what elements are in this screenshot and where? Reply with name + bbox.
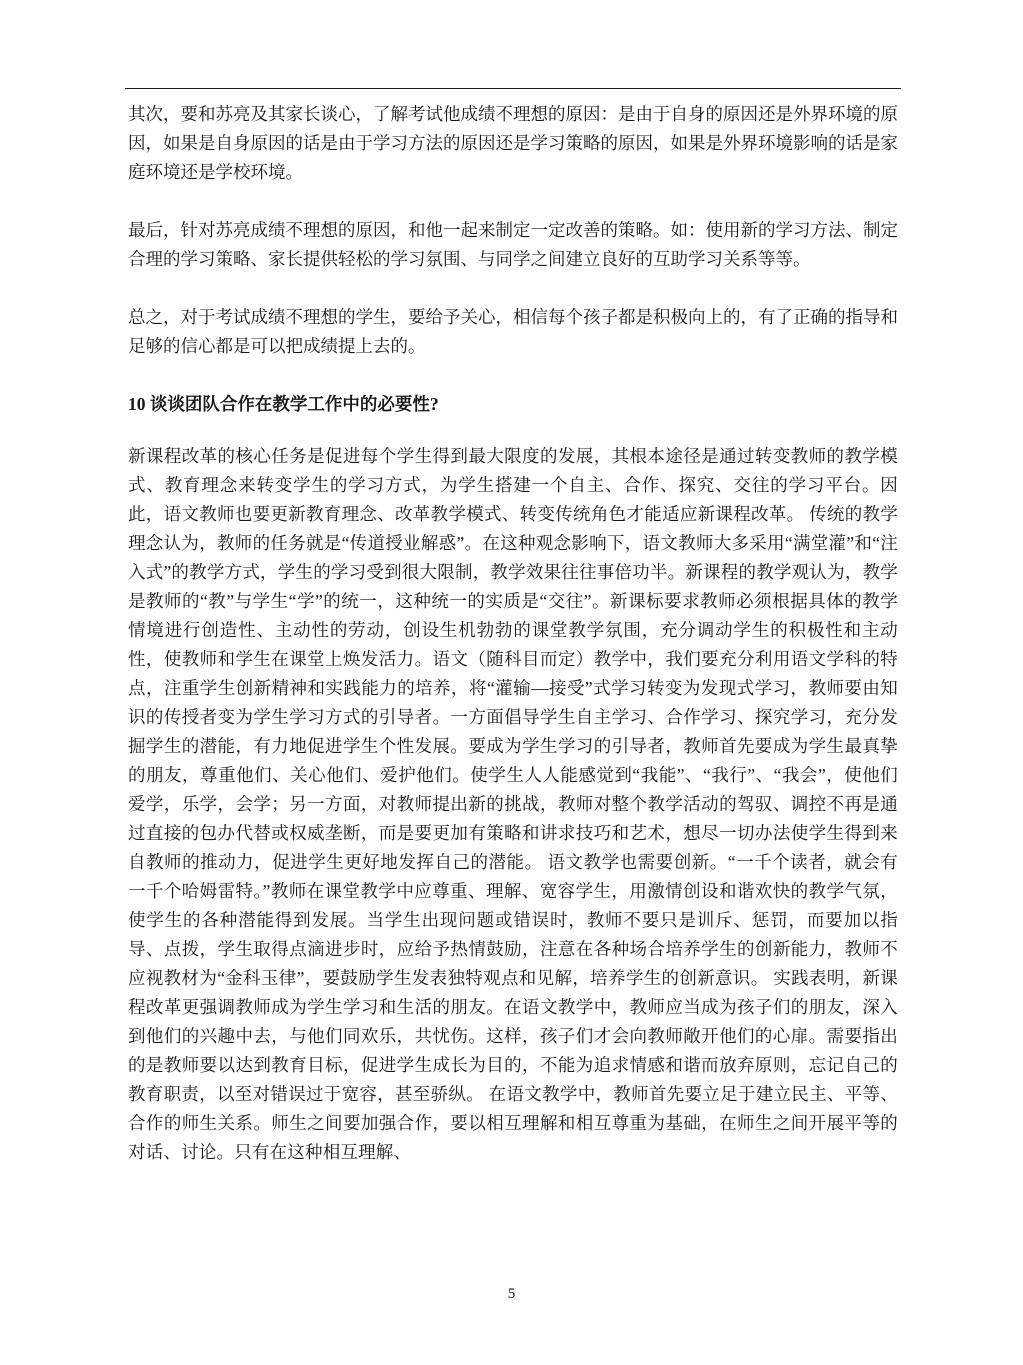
section-heading: 10 谈谈团队合作在教学工作中的必要性? [128,394,439,414]
page-number: 5 [507,1286,516,1302]
paragraph: 其次，要和苏亮及其家长谈心，了解考试他成绩不理想的原因：是由于自身的原因还是外界环境的原因，如果是自身原因的话是由于学习方法的原因还是学习策略的原因，如果是外界环境影响的话是家庭环境还是学校环境。 [128,104,898,182]
paragraph: 总之，对于考试成绩不理想的学生，要给予关心，相信每个孩子都是积极向上的，有了正确的指导和足够的信心都是可以把成绩提上去的。 [128,307,898,356]
document-body [128,100,898,1196]
header-divider [125,88,901,89]
paragraph: 新课程改革的核心任务是促进每个学生得到最大限度的发展，其根本途径是通过转变教师的教学模式、教育理念来转变学生的学习方式，为学生搭建一个自主、合作、探究、交往的学习平台。因此，语文教师也要更新教育理念、改革教学模式、转变传统角色才能适应新课程改革。 传统的教学理念认为，教师的任务就是“传道授业解惑”。在这种观念影响下，语文教师大多采用“满堂灌”和“注入式”的教学方式，学生的学习受到很大限制，教学效果往往事倍功半。新课程的教学观认为，教学是教师的“教”与学生“学”的统一，这种统一的实质是“交往”。新课标要求教师必须根据具体的教学情境进行创造性、主动性的劳动，创设生机勃勃的课堂教学氛围，充分调动学生的积极性和主动性，使教师和学生在课堂上焕发活力。语文（随科目而定）教学中，我们要充分利用语文学科的特点，注重学生创新精神和实践能力的培养，将“灌输—接受”式学习转变为发现式学习，教师要由知识的传授者变为学生学习方式的引导者。一方面倡导学生自主学习、合作学习、探究学习，充分发掘学生的潜能，有力地促进学生个性发展。要成为学生学习的引导者，教师首先要成为学生最真挚的朋友，尊重他们、关心他们、爱护他们。使学生人人能感觉到“我能”、“我行”、“我会”，使他们爱学，乐学，会学；另一方面，对教师提出新的挑战，教师对整个教学活动的驾驭、调控不再是通过直接的包办代替或权威垄断，而是要更加有策略和讲求技巧和艺术，想尽一切办法使学生得到来自教师的推动力，促进学生更好地发挥自己的潜能。 语文教学也需要创新。“一千个读者，就会有一千个哈姆雷特。”教师在课堂教学中应尊重、理解、宽容学生，用激情创设和谐欢快的教学气氛，使学生的各种潜能得到发展。当学生出现问题或错误时，教师不要只是训斥、惩罚，而要加以指导、点拨，学生取得点滴进步时，应给予热情鼓励，注意在各种场合培养学生的创新能力，教师不应视教材为“金科玉律”，要鼓励学生发表独特观点和见解，培养学生的创新意识。 实践表明，新课程改革更强调教师成为学生学习和生活的朋友。在语文教学中，教师应当成为孩子们的朋友，深入到他们的兴趣中去，与他们同欢乐，共忧伤。这样，孩子们才会向教师敞开他们的心扉。需要指出的是教师要以达到教育目标，促进学生成长为目的，不能为追求情感和谐而放弃原则，忘记自己的教育职责，以至对错误过于宽容，甚至骄纵。 在语文教学中，教师首先要立足于建立民主、平等、合作的师生关系。师生之间要加强合作，要以相互理解和相互尊重为基础，在师生之间开展平等的对话、讨论。只有在这种相互理解、 [128,446,898,1162]
paragraph: 最后，针对苏亮成绩不理想的原因，和他一起来制定一定改善的策略。如：使用新的学习方法、制定合理的学习策略、家长提供轻松的学习氛围、与同学之间建立良好的互助学习关系等等。 [128,220,898,269]
